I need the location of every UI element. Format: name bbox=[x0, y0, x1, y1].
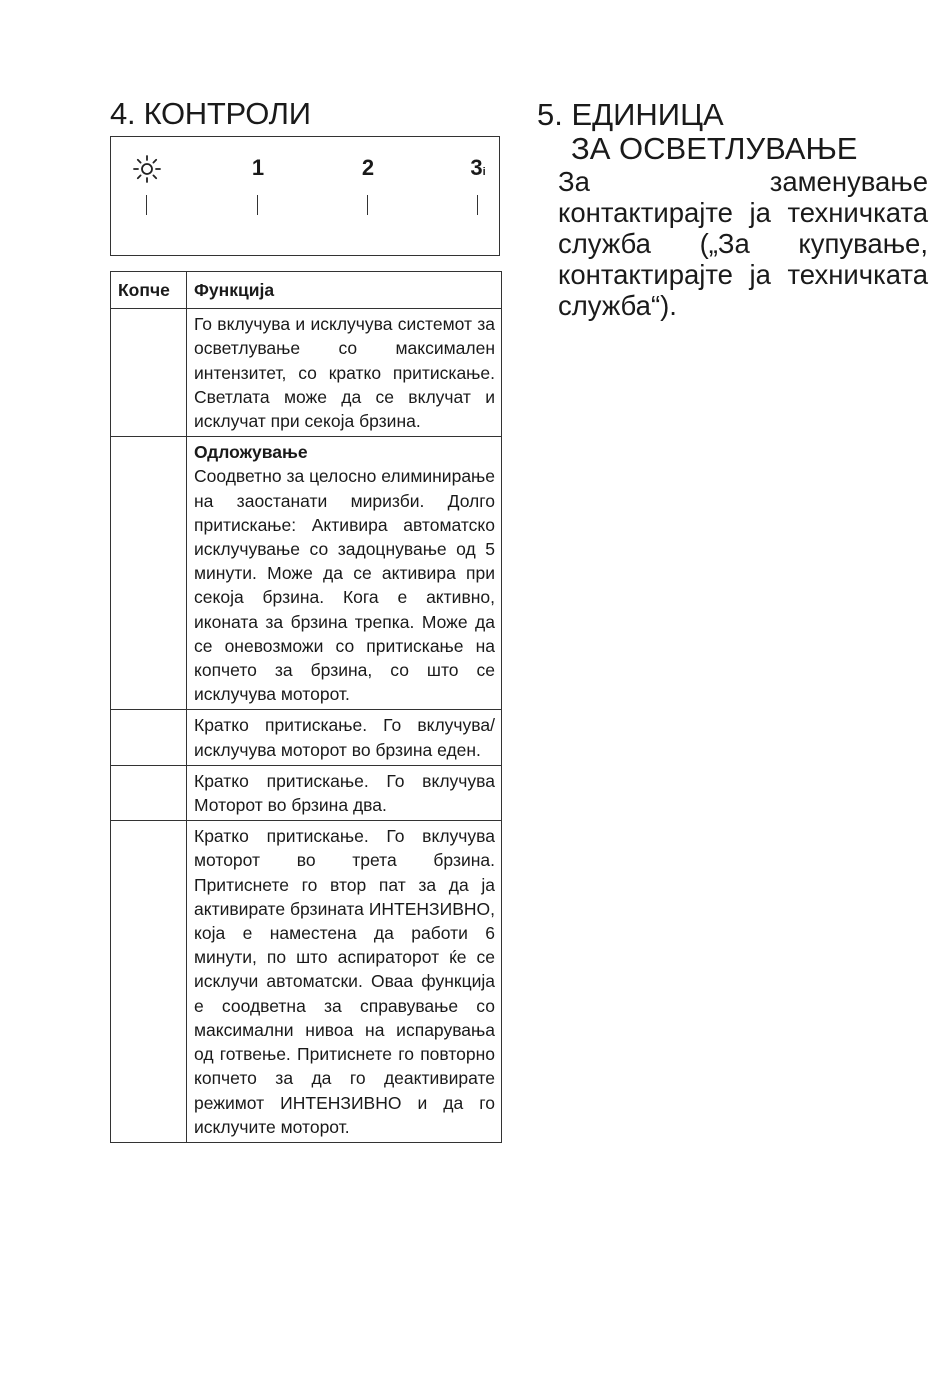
row-button-cell bbox=[111, 437, 187, 710]
speed-2-marker bbox=[367, 195, 368, 215]
speed-2-label: 2 bbox=[361, 155, 375, 180]
section-5-title-line2: ЗА ОСВЕТЛУВАЊЕ bbox=[571, 131, 858, 166]
speed-1-button bbox=[238, 155, 278, 181]
speed-3-label: 3 bbox=[470, 155, 483, 180]
row-button-cell bbox=[111, 765, 187, 820]
row-function-text: Кратко притискање. Го вклучува Моторот во брзина два. bbox=[187, 765, 502, 820]
speed-2-button bbox=[348, 155, 388, 181]
section-5-title bbox=[537, 98, 857, 166]
header-function: Функција bbox=[187, 272, 502, 309]
speed-3-marker bbox=[477, 195, 478, 215]
speed-1-marker bbox=[257, 195, 258, 215]
speed-3-button bbox=[458, 155, 498, 185]
section-5-text: За заменување контактирајте ја техничката служба („За купување, контактирајте ја техничката служба“). bbox=[558, 166, 928, 321]
row-function-text: Кратко притискање. Го вклучува моторот во трета брзина. Притиснете го втор пат за да ја активирате брзината ИНТЕНЗИВНО, која е наместена да работи 6 минути, по што аспираторот ќе се исклучи автоматски. Оваа функција е соодветна за справување со максимални нивоа на испарувања од готвење. Притиснете го повторно копчето за да го деактивирате режимот ИНТЕНЗИВНО и да го исклучите моторот. bbox=[187, 821, 502, 1143]
section-5-title-line1: 5. ЕДИНИЦА bbox=[537, 97, 724, 132]
section-4-title: 4. КОНТРОЛИ bbox=[110, 96, 311, 131]
light-button-marker bbox=[146, 195, 147, 215]
table-row bbox=[111, 821, 502, 1143]
table-header-row bbox=[111, 272, 502, 309]
row-function-cell bbox=[187, 437, 502, 710]
light-sun-icon bbox=[132, 155, 162, 183]
row-button-cell bbox=[111, 821, 187, 1143]
speed-3-intensive-suffix: i bbox=[482, 166, 486, 178]
row-function-text: Го вклучува и исклучува системот за осветлување со максимален интензитет, со кратко притискање. Светлата може да се вклучат и исклучат при секоја брзина. bbox=[187, 309, 502, 437]
row-button-cell bbox=[111, 309, 187, 437]
table-row bbox=[111, 437, 502, 710]
header-button: Копче bbox=[111, 272, 187, 309]
speed-1-label: 1 bbox=[251, 155, 265, 180]
table-row bbox=[111, 765, 502, 820]
table-row bbox=[111, 710, 502, 765]
table-row bbox=[111, 309, 502, 437]
delay-heading: Одложување bbox=[194, 442, 308, 463]
control-panel-diagram bbox=[110, 136, 500, 256]
row-function-text: Соодветно за целосно елиминирање на заостанати миризби. Долго притискање: Активира автоматско исклучување со задоцнување од 5 минути. Може да се активира при секоја брзина. Кога е активно, иконата за брзина трепка. Може да се оневозможи со притискање на копчето за брзина, со што се исклучува моторот. bbox=[194, 466, 496, 705]
row-function-text: Кратко притискање. Го вклучува/исклучува моторот во брзина еден. bbox=[187, 710, 502, 765]
row-button-cell bbox=[111, 710, 187, 765]
light-button bbox=[127, 155, 167, 183]
controls-function-table bbox=[110, 271, 502, 1143]
